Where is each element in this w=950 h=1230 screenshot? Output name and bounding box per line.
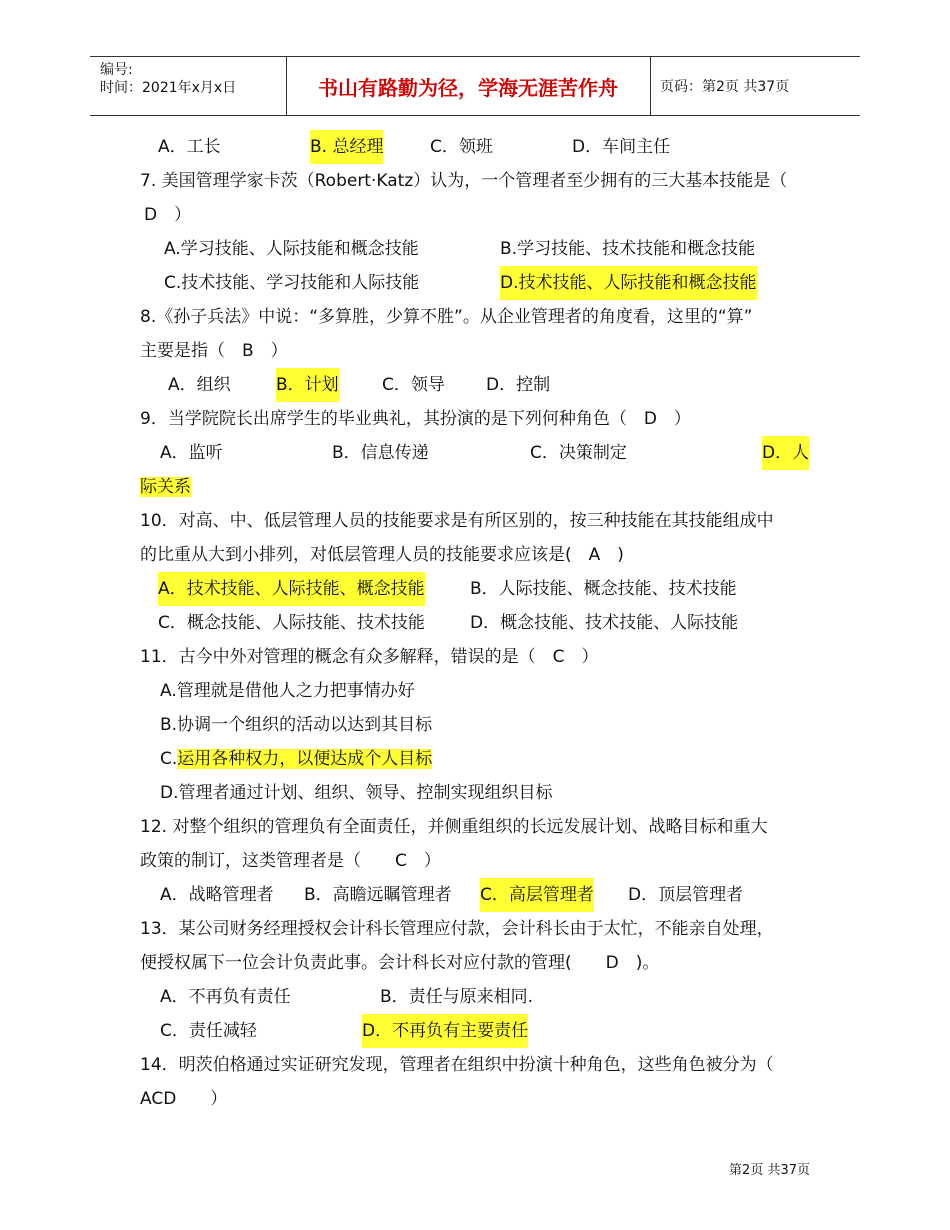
option-a: A．工长 [158, 137, 221, 157]
option-d: D．概念技能、技术技能、人际技能 [470, 613, 739, 633]
question-stem: ACD ） [140, 1089, 228, 1109]
document-body [140, 130, 830, 1116]
option-c: C.技术技能、学习技能和人际技能 [164, 273, 420, 293]
question-stem: 13．某公司财务经理授权会计科长管理应付款，会计科长由于太忙，不能亲自处理， [140, 919, 774, 939]
option-d-answer: D.技术技能、人际技能和概念技能 [500, 266, 757, 300]
option-a: A.学习技能、人际技能和概念技能 [164, 239, 419, 259]
option-b-answer: B. 总经理 [310, 130, 383, 164]
question-stem: 9．当学院院长出席学生的毕业典礼，其扮演的是下列何种角色（ D ） [140, 409, 691, 429]
option-a: A．不再负有责任 [160, 987, 291, 1007]
page-header [90, 56, 860, 116]
question-stem: D ） [144, 205, 192, 225]
header-divider [650, 57, 651, 115]
q13-options-row1 [140, 980, 830, 1014]
question-stem: 11．古今中外对管理的概念有众多解释，错误的是（ C ） [140, 647, 599, 667]
option-b: B．责任与原来相同. [380, 987, 534, 1007]
option-d: D．控制 [486, 375, 551, 395]
q7-options-row2 [140, 266, 830, 300]
question-stem: 政策的制订，这类管理者是（ C ） [140, 851, 441, 871]
option-c: C．责任减轻 [160, 1021, 257, 1041]
option-d: D．顶层管理者 [628, 885, 744, 905]
option-a: A.管理就是借他人之力把事情办好 [160, 681, 415, 701]
q9-options [140, 436, 830, 470]
page-footer: 第2页 共37页 [729, 1163, 810, 1178]
time-label: 时间：2021年x月x日 [100, 80, 237, 96]
option-d: D.管理者通过计划、组织、领导、控制实现组织目标 [160, 783, 553, 803]
question-stem: 7. 美国管理学家卡茨（Robert·Katz）认为，一个管理者至少拥有的三大基本技能是（ [140, 171, 788, 191]
question-stem: 10．对高、中、低层管理人员的技能要求是有所区别的，按三种技能在其技能组成中 [140, 511, 774, 531]
option-a: A．组织 [168, 375, 231, 395]
header-divider [286, 57, 287, 115]
option-c: C．概念技能、人际技能、技术技能 [158, 613, 425, 633]
option-d-answer: D．人 [762, 436, 809, 470]
question-stem: 14．明茨伯格通过实证研究发现，管理者在组织中扮演十种角色，这些角色被分为（ [140, 1055, 774, 1075]
option-b: B.学习技能、技术技能和概念技能 [500, 239, 756, 259]
option-b: B．人际技能、概念技能、技术技能 [470, 579, 737, 599]
option-d: D．车间主任 [572, 137, 671, 157]
option-a: A．战略管理者 [160, 885, 274, 905]
q7-options-row1 [140, 232, 830, 266]
q10-options-row1 [140, 572, 830, 606]
number-label: 编号: [100, 62, 133, 78]
option-b: B.协调一个组织的活动以达到其目标 [160, 715, 433, 735]
option-c-row [140, 742, 830, 776]
header-motto: 书山有路勤为径，学海无涯苦作舟 [318, 75, 618, 100]
header-left-info [100, 61, 236, 97]
question-stem: 12. 对整个组织的管理负有全面责任，并侧重组织的长远发展计划、战略目标和重大 [140, 817, 768, 837]
option-d-answer: D．不再负有主要责任 [362, 1014, 528, 1048]
option-d-answer-continued: 际关系 [140, 477, 191, 497]
q6-options [140, 130, 830, 164]
q12-options [140, 878, 830, 912]
option-c: C．领班 [430, 137, 493, 157]
q8-options [140, 368, 830, 402]
q13-options-row2 [140, 1014, 830, 1048]
option-c-answer: 运用各种权力，以便达成个人目标 [177, 749, 433, 769]
option-a: A．监听 [160, 443, 223, 463]
question-stem: 便授权属下一位会计负责此事。会计科长对应付款的管理( D )。 [140, 953, 660, 973]
question-stem: 的比重从大到小排列，对低层管理人员的技能要求应该是( A ) [140, 545, 624, 565]
option-c-prefix: C. [160, 749, 178, 769]
option-c-answer: C．高层管理者 [480, 878, 594, 912]
option-c: C．决策制定 [530, 443, 627, 463]
option-b-answer: B．计划 [276, 368, 339, 402]
header-page-label: 页码：第2页 共37页 [660, 79, 790, 95]
question-stem: 主要是指（ B ） [140, 341, 288, 361]
option-a-answer: A．技术技能、人际技能、概念技能 [158, 572, 425, 606]
q9-option-d-wrap [140, 470, 830, 504]
option-b: B．高瞻远瞩管理者 [304, 885, 452, 905]
option-c: C．领导 [382, 375, 445, 395]
option-b: B．信息传递 [332, 443, 429, 463]
question-stem: 8.《孙子兵法》中说：“多算胜，少算不胜”。从企业管理者的角度看，这里的“算” [140, 307, 753, 327]
q10-options-row2 [140, 606, 830, 640]
